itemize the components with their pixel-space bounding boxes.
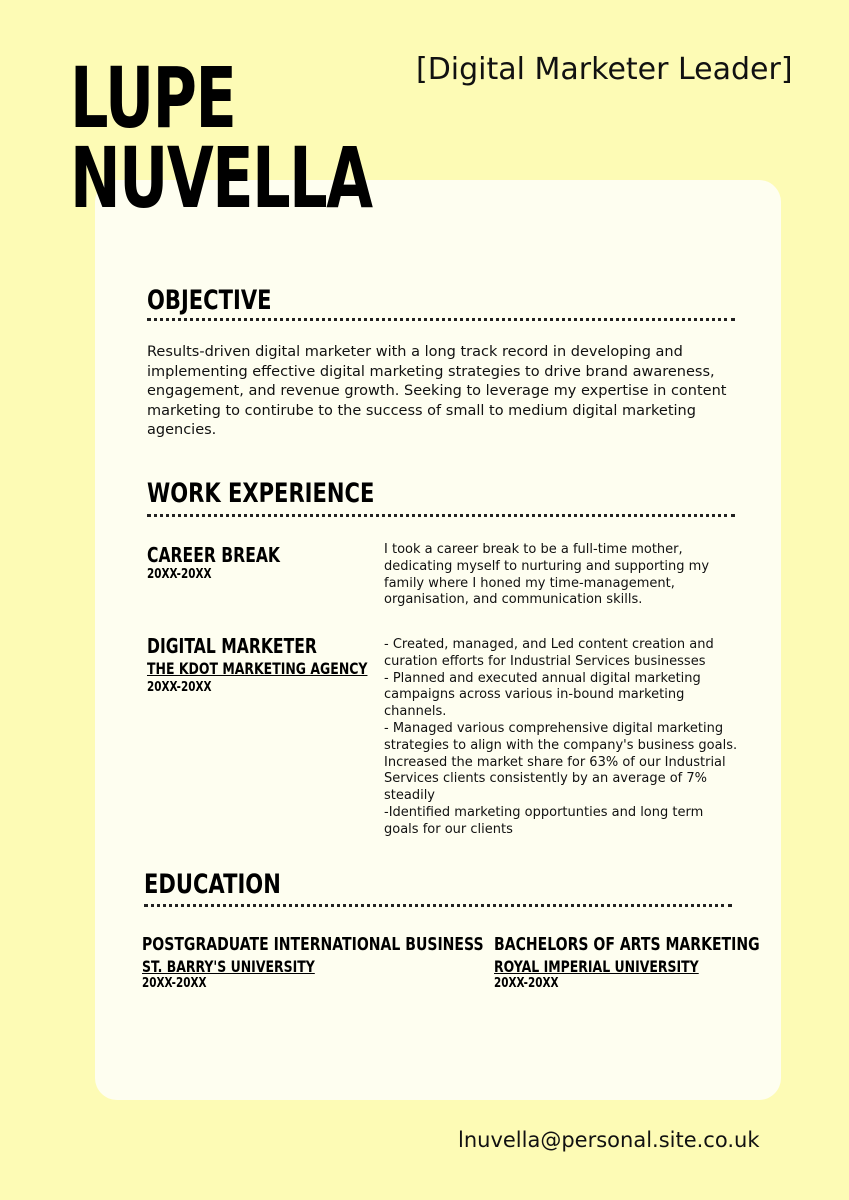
education-heading: EDUCATION: [144, 869, 281, 900]
job-bullet: - Managed various comprehensive digital marketing strategies to align with the company's business goals. Increased the market share for 63% of our Industrial Services clients consistently by an average of 7% steadily: [384, 720, 738, 804]
job-bullet: - Planned and executed annual digital marketing campaigns across various in-bound marketing channels.: [384, 670, 701, 720]
education-divider: [144, 904, 732, 907]
degree-title: POSTGRADUATE INTERNATIONAL BUSINESS: [142, 934, 484, 955]
job-organization: THE KDOT MARKETING AGENCY: [147, 659, 368, 678]
job-role-title: [Digital Marketer Leader]: [416, 52, 793, 87]
school-name: ROYAL IMPERIAL UNIVERSITY: [494, 957, 699, 976]
degree-title: BACHELORS OF ARTS MARKETING: [494, 934, 760, 955]
job-dates: 20XX-20XX: [147, 680, 212, 695]
work-divider: [147, 514, 735, 517]
objective-divider: [147, 318, 735, 321]
objective-text: Results-driven digital marketer with a long track record in developing and implementing effective digital marketing strategies to drive brand awareness, engagement, and revenue growth. Seeking to leverage my expertise in content marketing to contirube to the success of small to medium digital marketing agencies.: [147, 344, 727, 438]
objective-heading: OBJECTIVE: [147, 285, 272, 316]
education-dates: 20XX-20XX: [142, 976, 207, 991]
job-title: DIGITAL MARKETER: [147, 634, 317, 658]
work-experience-heading: WORK EXPERIENCE: [147, 478, 375, 509]
job-bullet: - Created, managed, and Led content creation and curation efforts for Industrial Services businesses: [384, 637, 714, 669]
last-name: NUVELLA: [70, 129, 372, 227]
contact-email[interactable]: lnuvella@personal.site.co.uk: [458, 1128, 760, 1152]
job-title: CAREER BREAK: [147, 543, 281, 567]
candidate-name: [70, 49, 372, 227]
job-bullet: -Identified marketing opportunties and long term goals for our clients: [384, 804, 704, 837]
school-name: ST. BARRY'S UNIVERSITY: [142, 957, 315, 976]
education-dates: 20XX-20XX: [494, 976, 559, 991]
job-dates: 20XX-20XX: [147, 567, 212, 582]
job-description: I took a career break to be a full-time mother, dedicating myself to nurturing and supporting my family where I honed my time-management, organisation, and communication skills.: [384, 542, 710, 608]
job-bullets: [384, 637, 739, 839]
first-name: LUPE: [70, 49, 236, 147]
